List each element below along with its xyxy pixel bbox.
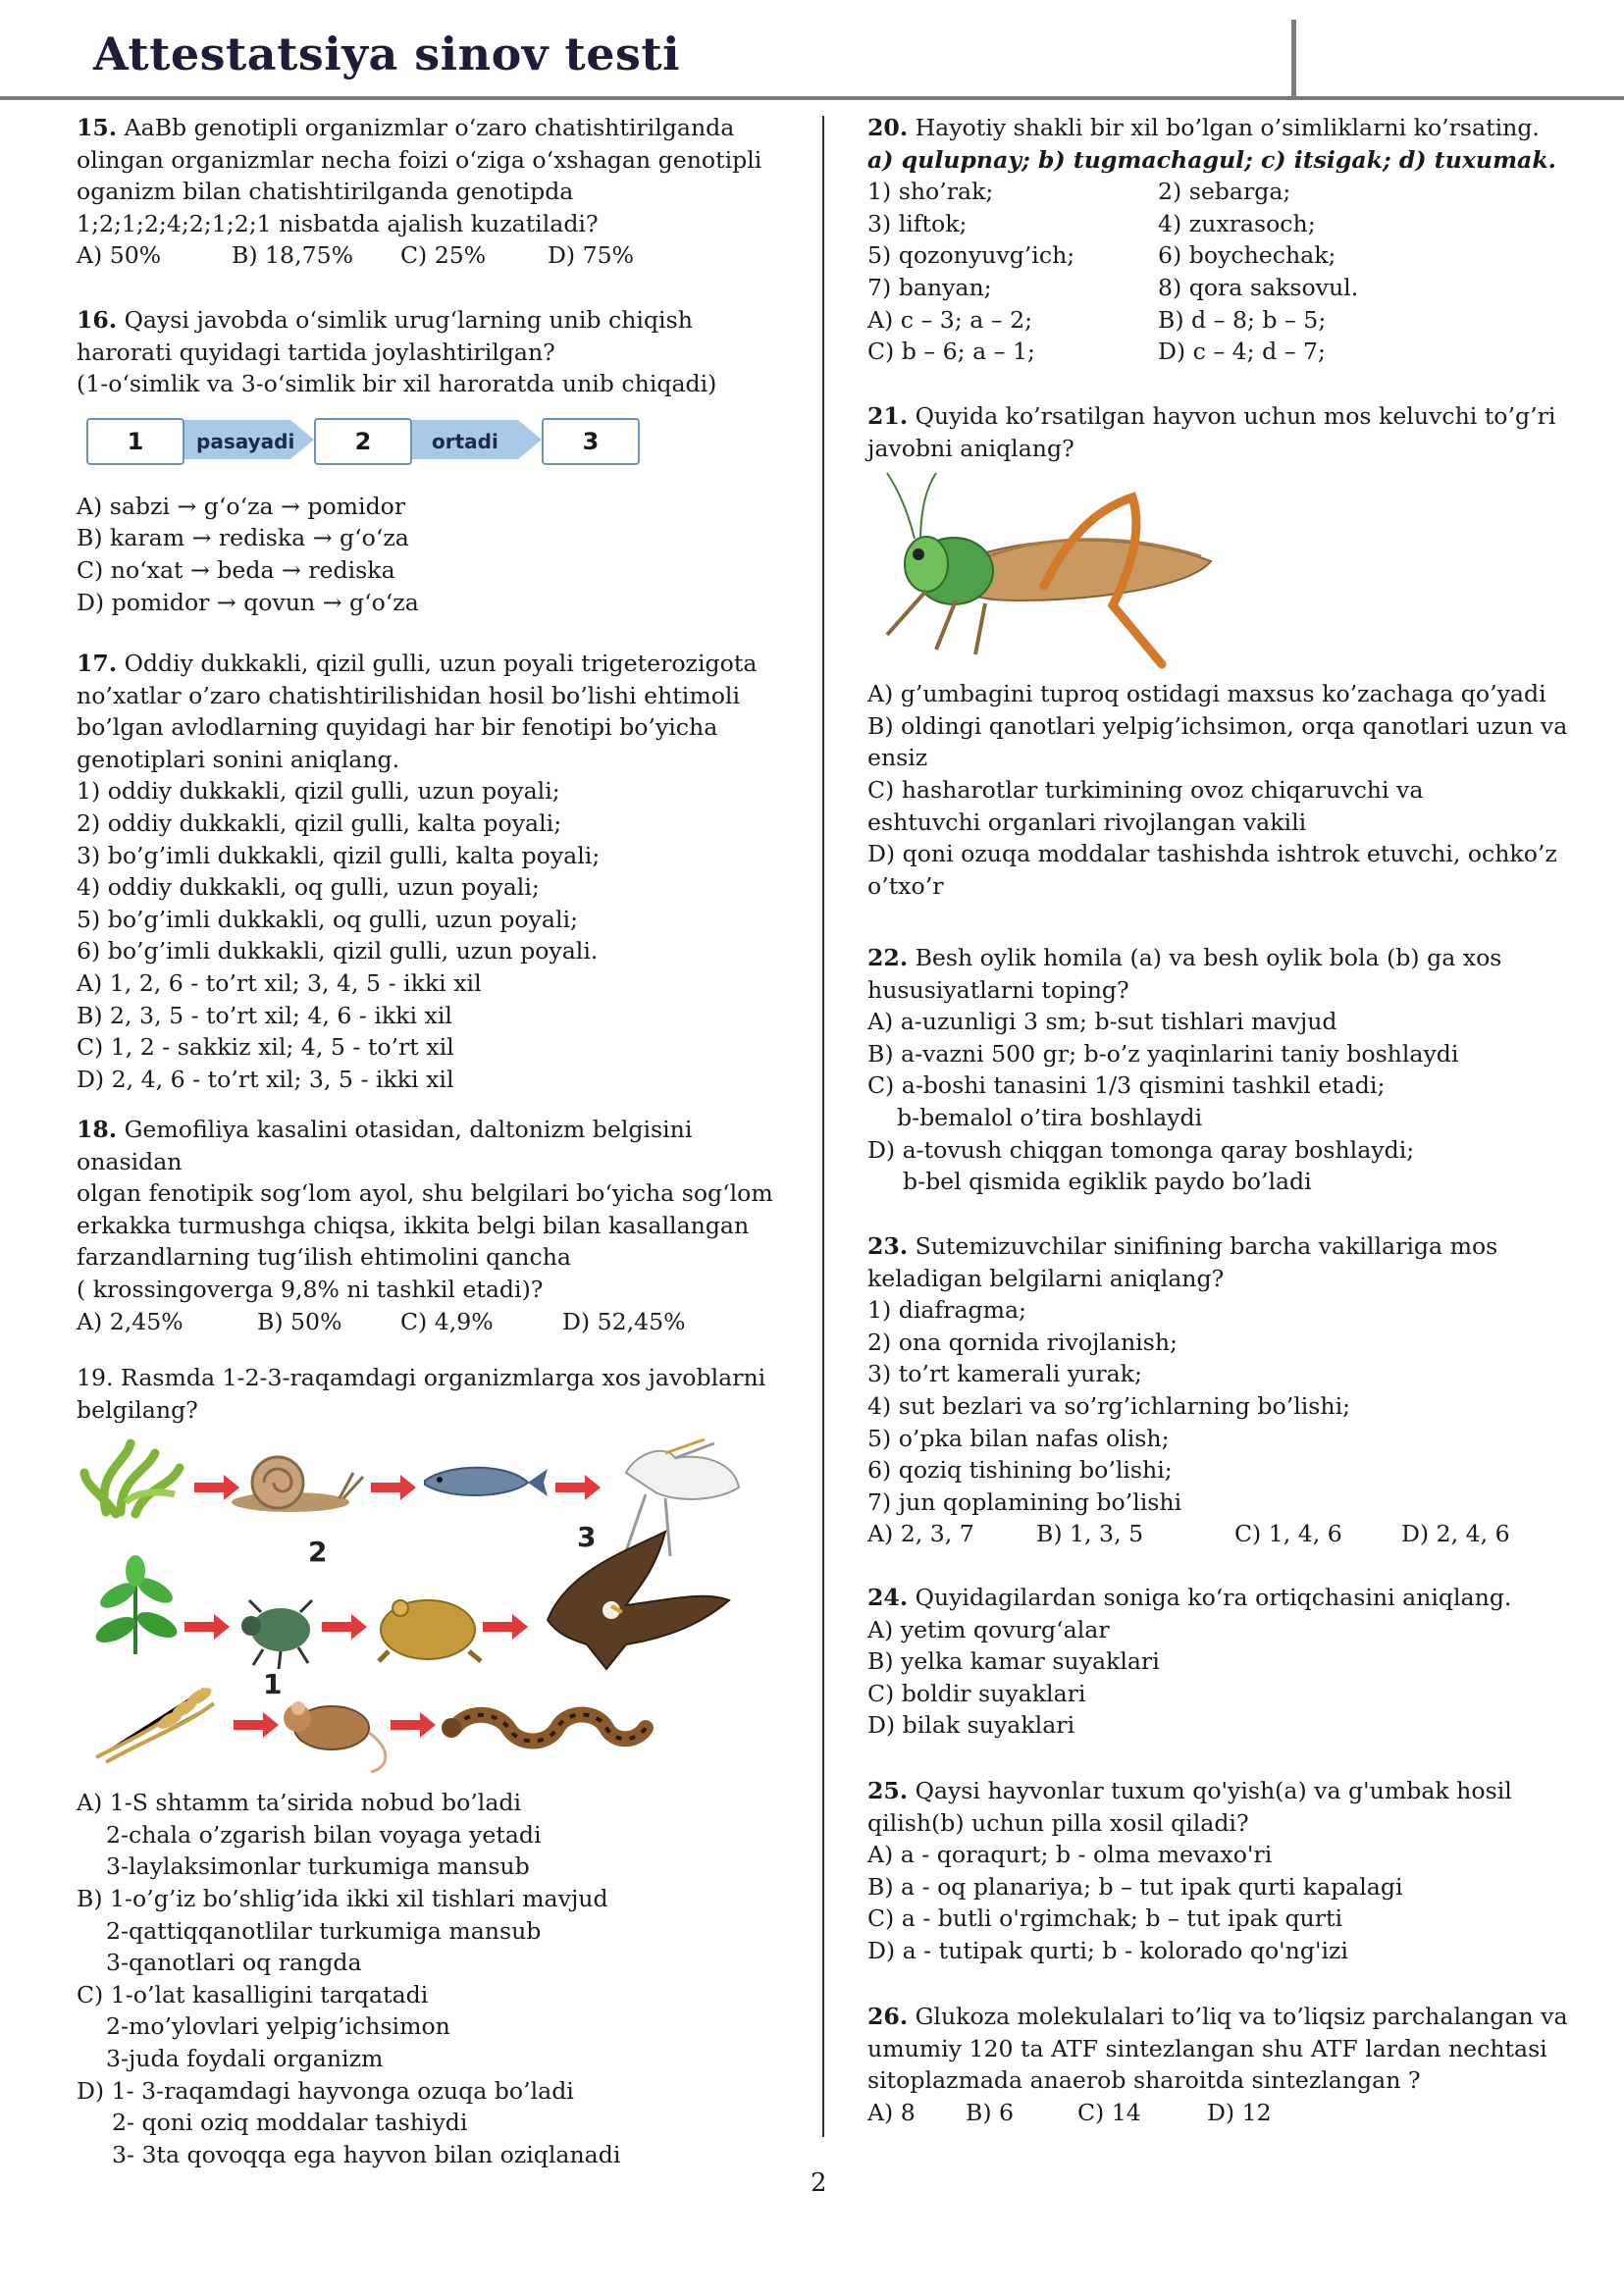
option-d[interactable]: D) 2, 4, 6 — [1401, 1520, 1510, 1548]
snake-icon — [442, 1715, 646, 1742]
option-c[interactable]: C) 4,9% — [400, 1307, 494, 1335]
question-number: 26. — [867, 2003, 909, 2030]
option-c[interactable]: C) hasharotlar turkimining ovoz chiqaruvchi va — [867, 775, 1424, 804]
option-a[interactable]: A) 50% — [77, 241, 162, 270]
question-21: 21. Quyida ko’rsatilgan hayvon uchun mos keluvchi to’g’ri javobni aniqlang? A) g’umbagini tuproq ostidagi maxsus ko’zachaga qo’yadi B) oldingi qanotlari yelpig’ichsimon, orqa qanotlari uzun va ensiz C) hasharotlar turkimining ovoz chiqaruvchi va eshtuvchi organlari rivojlangan vakili D) qoni ozuqa moddalar tashishda ishtrok etuvchi, ochko’z o’txo’r — [867, 402, 1568, 900]
figure-label-1: 1 — [263, 1668, 283, 1701]
option-d[interactable]: D) 2, 4, 6 - to’rt xil; 3, 5 - ikki xil — [77, 1065, 454, 1093]
header-vertical-rule — [1291, 20, 1296, 98]
option-a[interactable]: A) 1-S shtamm ta’sirida nobud bo’ladi — [77, 1789, 522, 1817]
snail-icon — [232, 1457, 363, 1512]
option-c[interactable]: C) 1, 2 - sakkiz xil; 4, 5 - to’rt xil — [77, 1033, 454, 1062]
wheat-icon — [96, 1685, 214, 1762]
question-number: 15. — [77, 114, 118, 141]
option-b[interactable]: B) a - oq planariya; b – tut ipak qurti kapalagi — [867, 1872, 1403, 1901]
option-c[interactable]: C) 1-o’lat kasalligini tarqatadi — [77, 1980, 429, 2008]
locust-figure — [867, 468, 1260, 674]
arrow-right-icon — [483, 1614, 528, 1640]
page-title: Attestatsiya sinov testi — [93, 27, 681, 80]
option-d[interactable]: D) pomidor → qovun → g‘o‘za — [77, 588, 419, 616]
option-b[interactable]: B) 18,75% — [232, 241, 354, 270]
question-number: 25. — [867, 1777, 909, 1804]
option-a[interactable]: A) g’umbagini tuproq ostidagi maxsus ko’zachaga qo’yadi — [867, 680, 1546, 708]
flow-label-ortadi: ortadi — [432, 429, 498, 453]
question-24: 24. Quyidagilardan soniga ko‘ra ortiqchasini aniqlang. A) yetim qovurg‘alar B) yelka kamar suyaklari C) boldir suyaklari D) bilak suyaklari — [867, 1582, 1554, 1742]
option-c[interactable]: C) b – 6; a – 1; — [867, 338, 1035, 366]
column-divider — [822, 116, 824, 2137]
mouse-icon — [284, 1701, 386, 1772]
flow-box-2: 2 — [314, 418, 412, 465]
option-d[interactable]: D) 52,45% — [562, 1307, 686, 1335]
option-b[interactable]: B) a-vazni 500 gr; b-o’z yaqinlarini taniy boshlaydi — [867, 1039, 1459, 1068]
question-16: 16. Qaysi javobda o‘simlik urug‘larning unib chiqish harorati quyidagi tartida joylashtirilgan? (1-o‘simlik va 3-o‘simlik bir xil haroratda unib chiqadi) 1 pasayadi 2 ortadi 3 A) sabzi → g‘o‘za → pomidor B) karam → rediska → g‘o‘za C) no‘xat → beda → rediska D) pomidor → qovun → g‘o‘za — [77, 304, 763, 618]
question-15: 15. AaBb genotipli organizmlar o‘zaro chatishtirilganda olingan organizmlar necha foizi o‘ziga o‘xshagan genotipli oganizm bilan chatishtirilganda genotipda 1;2;1;2;4;2;1;2;1 nisbatda ajalish kuzatiladi? A) 50% B) 18,75% C) 25% D) 75% — [77, 112, 763, 272]
question-number: 23. — [867, 1232, 909, 1260]
heron-icon — [626, 1439, 739, 1556]
question-number: 18. — [77, 1116, 118, 1143]
option-d[interactable]: D) 1- 3-raqamdagi hayvonga ozuqa bo’ladi — [77, 2076, 574, 2105]
answer-options — [867, 2097, 1554, 2129]
fish-icon — [425, 1468, 548, 1496]
question-19: 19. Rasmda 1-2-3-raqamdagi organizmlarga xos javoblarni belgilang? 3 2 1 A) 1-S shtamm ta’sirida nobud bo’ladi 2-chala o’zgarish bilan voyaga yetadi 3-laylaksimonlar turkumiga mansub B) 1-o’g’iz bo’shlig’ida ikki xil tishlari mavjud 2-qattiqqanotlilar turkumiga mansub 3-qanotlari oq rangda C) 1-o’lat kasalligini tarqatadi 2-mo’ylovlari yelpig’ichsimon 3-juda foydali organizm D) 1- 3-raqamdagi hayvonga ozuqa bo’ladi 2- qoni oziq moddalar tashiydi 3- 3ta qovoqqa ega hayvon bilan oziqlanadi — [77, 1364, 766, 2168]
option-b[interactable]: B) 1, 3, 5 — [1036, 1520, 1144, 1548]
question-number: 17. — [77, 650, 118, 677]
option-a[interactable]: A) sabzi → g‘o‘za → pomidor — [77, 492, 406, 520]
food-web-figure — [77, 1434, 744, 1777]
arrow-right-icon — [371, 1475, 416, 1500]
option-c[interactable]: C) 14 — [1077, 2098, 1141, 2126]
arrow-right-icon — [234, 1712, 279, 1738]
option-a[interactable]: A) 2, 3, 7 — [867, 1520, 974, 1548]
question-22: 22. Besh oylik homila (a) va besh oylik bola (b) ga xos hususiyatlarni toping? A) a-uzunligi 3 sm; b-sut tishlari mavjud B) a-vazni 500 gr; b-o’z yaqinlarini taniy boshlaydi C) a-boshi tanasini 1/3 qismini tashkil etadi; b-bemalol o’tira boshlaydi D) a-tovush chiqgan tomonga qaray boshlaydi; b-bel qismida egiklik paydo bo’ladi — [867, 942, 1554, 1198]
question-20: 20. Hayotiy shakli bir xil bo’lgan o’simliklarni ko’rsating. a) qulupnay; b) tugmachagul; c) itsigak; d) tuxumak. 1) sho’rak; 2) sebarga; 3) liftok; 4) zuxrasoch; 5) qozonyuvg’ich; 6) boychechak; 7) banyan; 8) qora saksovul. A) c – 3; a – 2; B) d – 8; b – 5; C) b – 6; a – 1; D) c – 4; d – 7; — [867, 112, 1554, 368]
option-a[interactable]: A) 2,45% — [77, 1307, 183, 1335]
question-number: 24. — [867, 1584, 909, 1611]
option-d[interactable]: D) 75% — [548, 241, 635, 270]
arrow-right-icon — [555, 1475, 601, 1500]
option-a[interactable]: A) yetim qovurg‘alar — [867, 1615, 1110, 1643]
temperature-flow-diagram — [86, 412, 763, 471]
option-b[interactable]: B) oldingi qanotlari yelpig’ichsimon, orqa qanotlari uzun va — [867, 711, 1568, 740]
option-c[interactable]: C) a-boshi tanasini 1/3 qismini tashkil etadi; — [867, 1071, 1386, 1100]
page-header — [0, 0, 1624, 103]
option-d[interactable]: D) qoni ozuqa moddalar tashishda ishtrok etuvchi, ochko’z — [867, 840, 1557, 868]
option-d[interactable]: D) c – 4; d – 7; — [1158, 338, 1326, 366]
arrow-right-icon — [184, 1614, 230, 1640]
arrow-right-icon — [391, 1712, 436, 1738]
toad-icon — [379, 1600, 481, 1661]
option-c[interactable]: C) 25% — [400, 241, 487, 270]
option-b[interactable]: B) karam → rediska → g‘o‘za — [77, 524, 409, 552]
arrow-right-icon — [194, 1475, 239, 1500]
question-17: 17. Oddiy dukkakli, qizil gulli, uzun poyali trigeterozigota no’xatlar o’zaro chatishtirilishidan hosil bo’lishi ehtimoli bo’lgan avlodlarning quyidagi har bir fenotipi bo’yicha genotiplari sonini aniqlang. 1) oddiy dukkakli, qizil gulli, uzun poyali; 2) oddiy dukkakli, qizil gulli, kalta poyali; 3) bo’g’imli dukkakli, qizil gulli, kalta poyali; 4) oddiy dukkakli, oq gulli, uzun poyali; 5) bo’g’imli dukkakli, oq gulli, uzun poyali; 6) bo’g’imli dukkakli, qizil gulli, uzun poyali. A) 1, 2, 6 - to’rt xil; 3, 4, 5 - ikki xil B) 2, 3, 5 - to’rt xil; 4, 6 - ikki xil C) 1, 2 - sakkiz xil; 4, 5 - to’rt xil D) 2, 4, 6 - to’rt xil; 3, 5 - ikki xil — [77, 648, 763, 1095]
option-a[interactable]: A) a - qoraqurt; b - olma mevaxo'ri — [867, 1841, 1273, 1869]
option-a[interactable]: A) 8 — [867, 2098, 916, 2126]
figure-label-3: 3 — [577, 1521, 597, 1554]
answer-options — [867, 1518, 1554, 1550]
question-23: 23. Sutemizuvchilar sinifining barcha vakillariga mos keladigan belgilarni aniqlang? 1) diafragma; 2) ona qornida rivojlanish; 3) to’rt kamerali yurak; 4) sut bezlari va so’rg’ichlarning bo’lishi; 5) o’pka bilan nafas olish; 6) qoziq tishining bo’lishi; 7) jun qoplamining bo’lishi A) 2, 3, 7 B) 1, 3, 5 C) 1, 4, 6 D) 2, 4, 6 — [867, 1230, 1554, 1550]
option-b[interactable]: B) 6 — [966, 2098, 1015, 2126]
option-a[interactable]: A) a-uzunligi 3 sm; b-sut tishlari mavjud — [867, 1008, 1337, 1036]
flow-label-pasayadi: pasayadi — [196, 429, 295, 453]
option-d[interactable]: D) 12 — [1207, 2098, 1272, 2126]
flow-box-1: 1 — [86, 418, 184, 465]
flow-box-3: 3 — [542, 418, 640, 465]
option-c[interactable]: C) boldir suyaklari — [867, 1679, 1086, 1707]
option-a[interactable]: A) 1, 2, 6 - to’rt xil; 3, 4, 5 - ikki xil — [77, 968, 482, 997]
option-b[interactable]: B) 1-o’g’iz bo’shlig’ida ikki xil tishlari mavjud — [77, 1884, 608, 1912]
option-d[interactable]: D) bilak suyaklari — [867, 1711, 1075, 1740]
option-a[interactable]: A) c – 3; a – 2; — [867, 305, 1033, 334]
question-18: 18. Gemofiliya kasalini otasidan, daltonizm belgisini onasidan olgan fenotipik sog‘lom ayol, shu belgilari bo‘yicha sog‘lom erkakka turmushga chiqsa, ikkita belgi bilan kasallangan farzandlarning tug‘ilish ehtimolini qancha ( krossingoverga 9,8% ni tashkil etadi)? A) 2,45% B) 50% C) 4,9% D) 52,45% — [77, 1114, 763, 1337]
header-rule — [0, 96, 1624, 100]
answer-options — [77, 1306, 763, 1338]
question-number: 16. — [77, 306, 118, 334]
option-b[interactable]: B) d – 8; b – 5; — [1158, 305, 1327, 334]
answer-options — [77, 239, 763, 272]
option-d[interactable]: D) a-tovush chiqgan tomonga qaray boshlaydi; — [867, 1135, 1415, 1164]
option-c[interactable]: C) no‘xat → beda → rediska — [77, 555, 395, 584]
arrow-right-icon — [322, 1614, 367, 1640]
question-number: 22. — [867, 944, 909, 971]
eagle-icon — [548, 1532, 729, 1669]
beetle-icon — [241, 1600, 312, 1669]
figure-label-2: 2 — [308, 1536, 328, 1569]
option-c[interactable]: C) a - butli o'rgimchak; b – tut ipak qurti — [867, 1904, 1343, 1933]
option-d[interactable]: D) a - tutipak qurti; b - kolorado qo'ng'izi — [867, 1936, 1348, 1964]
option-b[interactable]: B) 50% — [257, 1307, 342, 1335]
question-26: 26. Glukoza molekulalari to’liq va to’liqsiz parchalangan va umumiy 120 ta ATF sintezlangan shu ATF lardan nechtasi sitoplazmada anaerob sharoitda sintezlangan ? A) 8 B) 6 C) 14 D) 12 — [867, 2001, 1554, 2128]
locust-icon — [887, 473, 1211, 664]
option-b[interactable]: B) yelka kamar suyaklari — [867, 1647, 1160, 1676]
algae-icon — [84, 1443, 180, 1514]
plant-icon — [92, 1555, 181, 1654]
option-b[interactable]: B) 2, 3, 5 - to’rt xil; 4, 6 - ikki xil — [77, 1001, 452, 1029]
page-number: 2 — [811, 2168, 827, 2198]
option-c[interactable]: C) 1, 4, 6 — [1234, 1520, 1342, 1548]
question-number: 21. — [867, 402, 909, 430]
question-number: 20. — [867, 114, 909, 141]
question-25: 25. Qaysi hayvonlar tuxum qo'yish(a) va g'umbak hosil qilish(b) uchun pilla xosil qiladi? A) a - qoraqurt; b - olma mevaxo'ri B) a - oq planariya; b – tut ipak qurti kapalagi C) a - butli o'rgimchak; b – tut ipak qurti D) a - tutipak qurti; b - kolorado qo'ng'izi — [867, 1775, 1554, 1967]
